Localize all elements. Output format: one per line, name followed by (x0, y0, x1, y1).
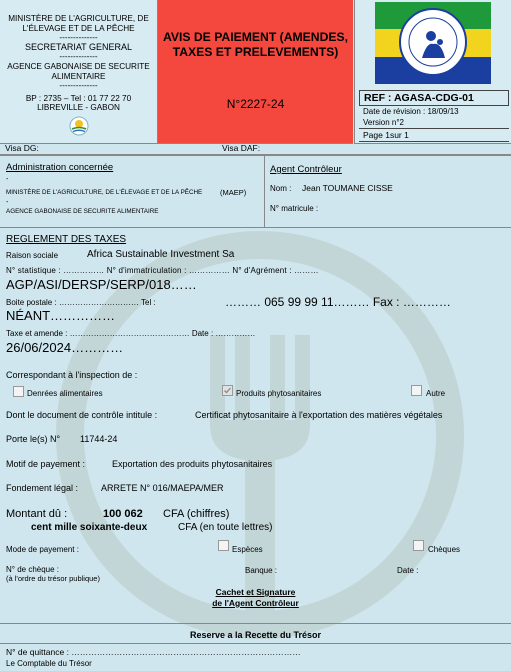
raison-label: Raison sociale (6, 251, 59, 260)
montant-unit: CFA (chiffres) (163, 508, 230, 520)
separator: -------------- (59, 33, 98, 43)
admin-section-title: Administration concernée (6, 162, 114, 173)
secretariat-name: SECRETARIAT GENERAL (24, 41, 133, 52)
visa-dg-label: Visa DG: (5, 143, 39, 153)
cheques-label: Chèques (428, 545, 461, 554)
agrement-value: AGP/ASI/DERSP/SERP/018…… (6, 277, 197, 292)
cachet-line2: de l'Agent Contrôleur (212, 598, 299, 608)
page-number: Page 1sur 1 (359, 128, 509, 142)
date-value: 26/06/2024………… (6, 340, 124, 355)
header-agency-block (0, 0, 158, 144)
tel-fax-value: ……… 065 99 99 11……… Fax : ………… (225, 295, 451, 309)
porte-label: Porte le(s) N° (6, 434, 61, 444)
version-number: Version n°2 (363, 118, 405, 127)
fondement-label: Fondement légal : (6, 483, 79, 493)
agent-matricule-label: N° matricule : (270, 204, 319, 213)
admin-dash: - (6, 176, 9, 183)
motif-value: Exportation des produits phytosanitaires (112, 459, 273, 469)
visa-daf-label: Visa DAF: (222, 143, 261, 153)
recette-title: Reserve a la Recette du Trésor (189, 630, 322, 640)
header-reference-block (354, 0, 511, 144)
agent-name-value: Jean TOUMANE CISSE (302, 183, 393, 193)
admin-abbr: (MAEP) (220, 188, 247, 197)
autre-label: Autre (426, 389, 446, 398)
neant-value: NÉANT…………… (6, 308, 116, 323)
autre-checkbox[interactable] (411, 385, 422, 396)
gabon-seal-icon (375, 2, 491, 84)
admin-agency: AGENCE GABONAISE DE SECURITE ALIMENTAIRE (6, 208, 159, 215)
date2-label: Date : (397, 566, 419, 575)
header-title-block (158, 0, 353, 144)
denrees-label: Denrées alimentaires (27, 389, 103, 398)
montant-value: 100 062 (103, 508, 143, 520)
reference-code: REF : AGASA-CDG-01 (359, 90, 509, 106)
agency-name: AGENCE GABONAISE DE SECURITE ALIMENTAIRE (7, 61, 150, 81)
cheque-number-label: N° de chèque : (6, 565, 60, 574)
admin-ministry: MINISTÈRE DE L'AGRICULTURE, DE L'ÉLEVAGE ET DE LA PÊCHE (6, 189, 203, 196)
document-number: N°2227-24 (226, 97, 285, 111)
cheque-order-label: (à l'ordre du trésor publique) (6, 574, 100, 583)
montant-words-unit: CFA (en toute lettres) (178, 522, 273, 533)
ministry-name: MINISTÈRE DE L'AGRICULTURE, DE L'ÉLEVAGE ET DE LA PÊCHE (8, 14, 149, 33)
document-value: Certificat phytosanitaire à l'exportation des matières végétales (195, 410, 443, 420)
admin-dash: - (6, 199, 9, 206)
correspondant-label: Correspondant à l'inspection de : (6, 370, 138, 380)
reglement-title: REGLEMENT DES TAXES (6, 234, 127, 245)
fondement-value: ARRETE N° 016/MAEPA/MER (101, 483, 224, 493)
quittance-line: N° de quittance : ……………………………………………………………………… (6, 647, 301, 657)
bp-tel-label: Boite postale : ………………………… Tel : (6, 298, 156, 307)
check-icon (223, 386, 232, 395)
denrees-checkbox[interactable] (13, 386, 24, 397)
reference-box (359, 90, 509, 142)
taxe-line: Taxe et amende : ……………………………………… Date : …………… (6, 329, 256, 338)
document-label: Dont le document de contrôle intitule : (6, 410, 158, 420)
visa-row (0, 143, 511, 155)
especes-checkbox[interactable] (218, 540, 229, 551)
motif-label: Motif de payement : (6, 459, 86, 469)
agency-city: LIBREVILLE - GABON (37, 103, 120, 113)
revision-date: Date de révision : 18/09/13 (363, 107, 459, 116)
porte-value: 11744-24 (80, 434, 118, 444)
cheques-checkbox[interactable] (413, 540, 424, 551)
montant-label: Montant dû : (6, 508, 68, 520)
separator: -------------- (59, 52, 98, 62)
phyto-label: Produits phytosanitaires (236, 389, 322, 398)
especes-label: Espèces (232, 545, 263, 554)
document-title: AVIS DE PAIEMENT (AMENDES, TAXES ET PRELEVEMENTS) (162, 30, 349, 59)
agency-bp: BP : 2735 – Tel : 01 77 22 70 (25, 93, 132, 103)
separator: -------------- (59, 81, 98, 91)
phyto-checkbox[interactable] (222, 385, 233, 396)
agasa-logo-icon (68, 115, 90, 137)
cachet-line1: Cachet et Signature (215, 587, 296, 597)
montant-words: cent mille soixante-deux (31, 522, 148, 533)
comptable-label: Le Comptable du Trésor (6, 659, 92, 668)
agent-name-label: Nom : (270, 184, 292, 193)
banque-label: Banque : (245, 566, 278, 575)
statistique-line: N° statistique : …………… N° d'immatriculation : …………… N° d'Agrément : ……… (6, 266, 319, 275)
mode-label: Mode de payement : (6, 545, 79, 554)
agent-section-title: Agent Contrôleur (270, 164, 342, 175)
raison-value: Africa Sustainable Investment Sa (87, 249, 235, 260)
